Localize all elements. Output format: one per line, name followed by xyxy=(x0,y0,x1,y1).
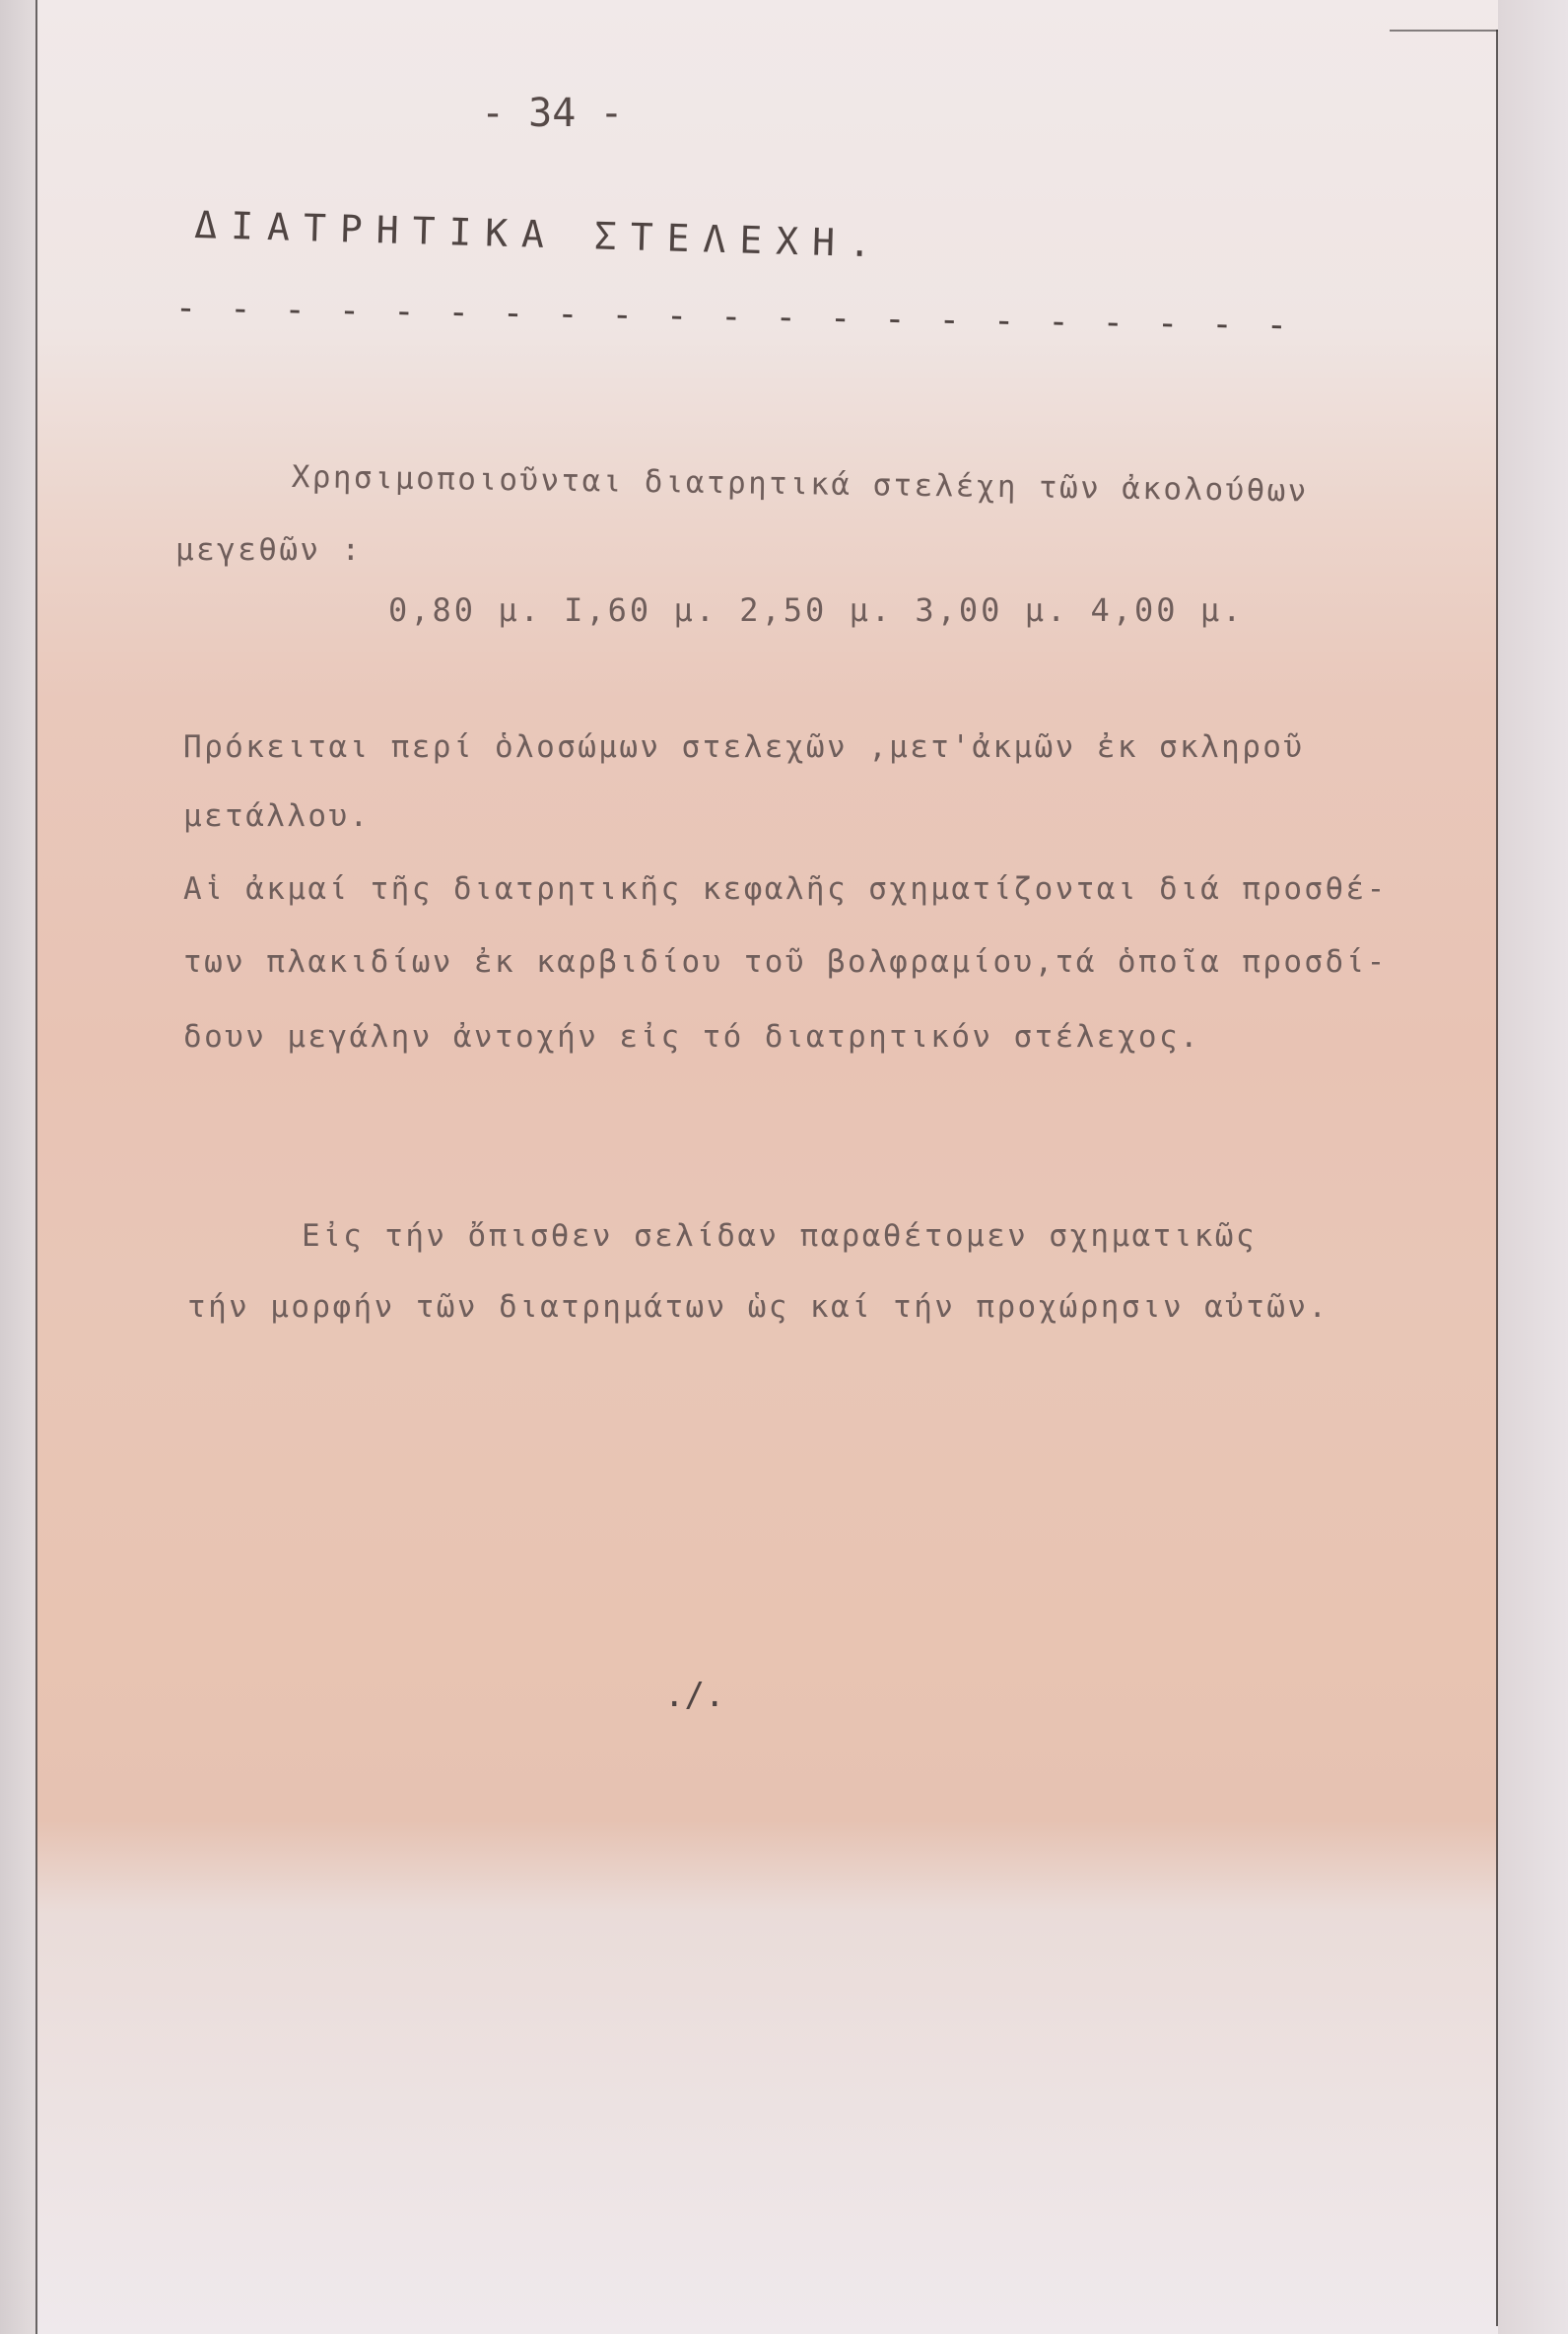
page-title: ΔΙΑΤΡΗΤΙΚΑ ΣΤΕΛΕΧΗ. xyxy=(193,203,886,266)
paragraph2-line1: Πρόκειται περί ὁλοσώμων στελεχῶν ,μετ'ἀκμῶν ἐκ σκληροῦ xyxy=(183,729,1305,765)
closing-mark: ./. xyxy=(664,1676,725,1715)
page-number: - 34 - xyxy=(481,91,624,136)
title-underline: - - - - - - - - - - - - - - - - - - - - - xyxy=(174,288,1294,346)
left-margin-shadow xyxy=(0,0,35,2334)
right-margin-shadow xyxy=(1498,0,1568,2334)
right-page-edge xyxy=(1496,30,1498,2326)
top-page-edge xyxy=(1390,30,1498,32)
paragraph2-line2: μετάλλου. xyxy=(183,798,371,834)
left-page-edge xyxy=(35,0,37,2334)
paragraph2-line5: δουν μεγάλην ἀντοχήν εἰς τό διατρητικόν στέλεχος. xyxy=(183,1019,1201,1055)
paragraph3-line2: τήν μορφήν τῶν διατρημάτων ὡς καί τήν προχώρησιν αὐτῶν. xyxy=(187,1289,1329,1325)
paragraph1-line1: Χρησιμοποιοῦνται διατρητικά στελέχη τῶν ἀκολούθων xyxy=(291,459,1310,510)
paragraph3-line1: Εἰς τήν ὄπισθεν σελίδαν παραθέτομεν σχηματικῶς xyxy=(302,1218,1257,1254)
paragraph2-line3: Αἱ ἀκμαί τῆς διατρητικῆς κεφαλῆς σχηματίζονται διά προσθέ- xyxy=(183,871,1388,907)
paragraph1-line2: μεγεθῶν : xyxy=(175,532,363,568)
sizes-list: 0,80 μ. I,60 μ. 2,50 μ. 3,00 μ. 4,00 μ. xyxy=(388,591,1245,629)
paragraph2-line4: των πλακιδίων ἐκ καρβιδίου τοῦ βολφραμίου,τά ὁποῖα προσδί- xyxy=(183,944,1388,980)
